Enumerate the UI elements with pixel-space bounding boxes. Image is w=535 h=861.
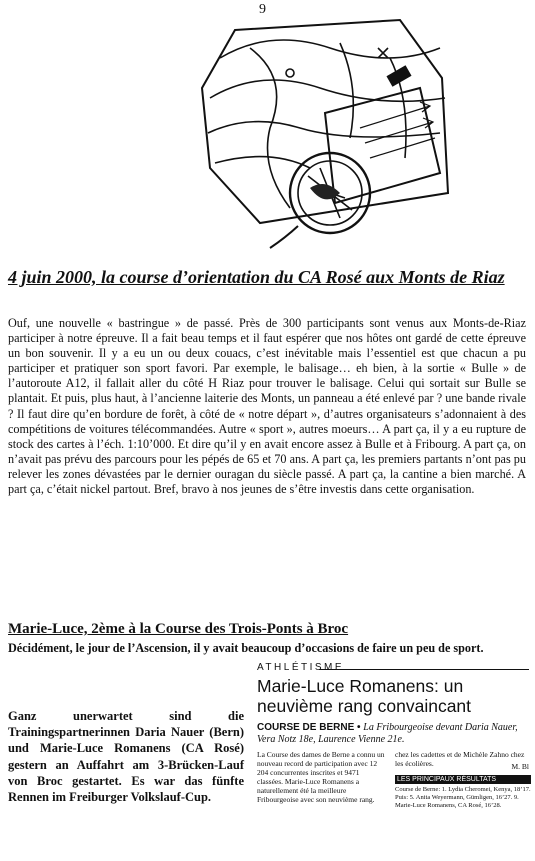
clipping-column-2: chez les cadettes et de Michèle Zahno chez les écolières. <box>395 750 525 768</box>
orienteering-map-compass-illustration <box>190 18 460 256</box>
page-number: 9 <box>259 2 266 17</box>
article-title: 4 juin 2000, la course d’orientation du CA Rosé aux Monts de Riaz <box>8 267 505 287</box>
clipping-sub-italic: La Fribourgeoise devant Daria Nauer, Vera Notz 18e, Laurence Vienne 21e. <box>257 722 518 745</box>
kicker-rule <box>319 669 529 670</box>
clipping-signature: M. Bl <box>511 762 529 771</box>
article-body: Ouf, une nouvelle « bastringue » de passé. Près de 300 participants sont venus aux Monts-de-Riaz participer à notre épreuve. Il a fait beau temps et il faut espérer que nos hôtes ont gardé de cette épreuve un bon souvenir. Il y a eu un ou deux couacs, c’est inévitable mais l’essentiel est que chacun a pu participer et pratiquer son sport favori. Par exemple, le balisage… eh bien, à la sortie « Bulle » de l’autoroute A12, il fallait aller du côté H Riaz pour trouver le balisage. Celui qui sortait sur Bulle se plantait. Et puis, plus haut, à l’ancienne laiterie des Monts, un panneau a été enlevé par ? une bande rivale ? Il faut dire qu’en bordure de forêt, à côté de « notre départ », d’autres organisateurs s’adonnaient à des compétitions de voitures télécommandées. Autre « sport », autres moeurs… A part ça, il y a eu rupture de stock des cartes à l’éch. 1:10’000. Et dire qu’il y en avait encore assez à Bulle et à Fribourg. A part ça, on n’avait pas prévu des parcours pour les pépés de 65 et 70 ans. A part ça, les premiers partants n’ont pas pu relever les zones dévastées par le dernier ouragan du siècle passé. A part ça, la cantine a bien marché. A part ça, c’était nickel partout. Bref, bravo à nos jeunes de s’être investis dans cette organisation. <box>8 316 526 497</box>
clipping-column-1: La Course des dames de Berne a connu un nouveau record de participation avec 12 204 concurrentes inscrites et 9471 classées. Marie-Luce Romanens a naturellement été la meilleure Fribourgeoise avec son neuvième rang. <box>257 750 385 804</box>
german-paragraph: Ganz unerwartet sind die Trainingspartnerinnen Daria Nauer (Bern) und Marie-Luce Romanens (CA Rosé) gestern an Auffahrt am 3-Brücken-Lauf von Broc gestartet. Es war das fünfte Rennen im Freiburger Volkslauf-Cup. <box>8 709 244 805</box>
clipping-title: Marie-Luce Romanens: un neuvième rang convaincant <box>257 676 472 716</box>
clipping-sub-bold: COURSE DE BERNE • <box>257 722 361 733</box>
results-header: LES PRINCIPAUX RÉSULTATS <box>395 775 531 784</box>
clipping-subtitle <box>257 722 533 746</box>
results-text: Course de Berne: 1. Lydia Cheromei, Kenya, 18’17. Puis: 5. Anita Weyermann, Gümligen, 16’27. 9. Marie-Luce Romanens, CA Rosé, 16’28. <box>395 786 531 809</box>
clipping-kicker: ATHLÉTISME <box>257 662 345 673</box>
newspaper-clipping <box>255 662 533 857</box>
section-intro: Décidément, le jour de l’Ascension, il y avait beaucoup d’occasions de faire un peu de sport. <box>8 641 484 655</box>
section-title: Marie-Luce, 2ème à la Course des Trois-Ponts à Broc <box>8 621 349 637</box>
